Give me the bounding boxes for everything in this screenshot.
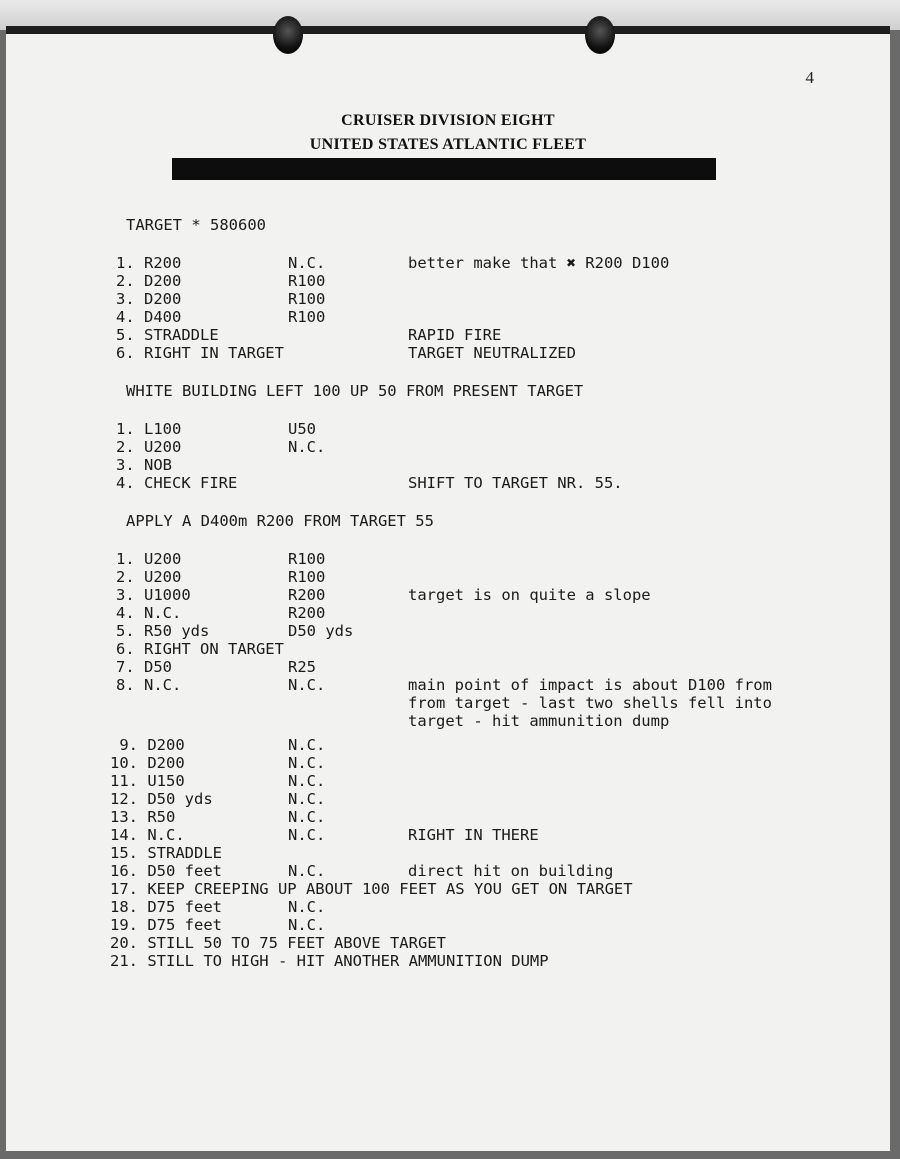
row-col2: R100 (288, 550, 326, 568)
row-col1: 11. U150 (110, 772, 185, 790)
row-col1: 12. D50 yds (110, 790, 213, 808)
row-col1: 7. D50 (116, 658, 172, 676)
document-page (6, 26, 890, 1151)
page-number: 4 (805, 68, 814, 87)
row-note: better make that ✖ R200 D100 (408, 254, 670, 272)
row-col1: 5. R50 yds (116, 622, 210, 640)
row-col1: 10. D200 (110, 754, 185, 772)
row-col1: 8. N.C. (116, 676, 182, 694)
row-col1: 18. D75 feet (110, 898, 222, 916)
row-col2: N.C. (288, 808, 326, 826)
row-col2: R100 (288, 272, 326, 290)
row-col2: R100 (288, 308, 326, 326)
row-note: from target - last two shells fell into (408, 694, 772, 712)
binder-ring-left (273, 16, 303, 54)
row-col2: N.C. (288, 772, 326, 790)
row-col1: 19. D75 feet (110, 916, 222, 934)
row-col2: D50 yds (288, 622, 354, 640)
row-col2: N.C. (288, 898, 326, 916)
header-fleet: UNITED STATES ATLANTIC FLEET (309, 136, 587, 153)
row-col1: 20. STILL 50 TO 75 FEET ABOVE TARGET (110, 934, 446, 952)
section-title: APPLY A D400m R200 FROM TARGET 55 (126, 512, 434, 530)
row-col1: 4. CHECK FIRE (116, 474, 238, 492)
row-col1: 17. KEEP CREEPING UP ABOUT 100 FEET AS YOU GET ON TARGET (110, 880, 633, 898)
row-col2: R25 (288, 658, 316, 676)
row-col1: 14. N.C. (110, 826, 185, 844)
row-col2: R200 (288, 604, 326, 622)
row-col1: 3. U1000 (116, 586, 191, 604)
row-col2: N.C. (288, 676, 326, 694)
row-col1: 4. N.C. (116, 604, 182, 622)
row-col1: 2. U200 (116, 568, 182, 586)
row-note: main point of impact is about D100 from (408, 676, 772, 694)
section-title: TARGET * 580600 (126, 216, 266, 234)
row-note: RAPID FIRE (408, 326, 502, 344)
binder-ring-right (585, 16, 615, 54)
row-col1: 13. R50 (110, 808, 176, 826)
row-col2: R100 (288, 568, 326, 586)
row-col1: 2. D200 (116, 272, 182, 290)
row-col1: 4. D400 (116, 308, 182, 326)
row-col2: N.C. (288, 916, 326, 934)
row-col1: 16. D50 feet (110, 862, 222, 880)
row-col2: R200 (288, 586, 326, 604)
row-col1: 5. STRADDLE (116, 326, 219, 344)
row-col1: 1. U200 (116, 550, 182, 568)
row-col1: 6. RIGHT ON TARGET (116, 640, 284, 658)
row-col2: N.C. (288, 438, 326, 456)
row-note: RIGHT IN THERE (408, 826, 539, 844)
row-note: target is on quite a slope (408, 586, 651, 604)
row-col1: 3. D200 (116, 290, 182, 308)
row-col1: 6. RIGHT IN TARGET (116, 344, 284, 362)
row-col2: N.C. (288, 754, 326, 772)
row-col1: 1. R200 (116, 254, 182, 272)
row-col2: U50 (288, 420, 316, 438)
row-note: TARGET NEUTRALIZED (408, 344, 576, 362)
row-col1: 15. STRADDLE (110, 844, 222, 862)
row-col2: N.C. (288, 862, 326, 880)
section-title: WHITE BUILDING LEFT 100 UP 50 FROM PRESENT TARGET (126, 382, 584, 400)
row-note: target - hit ammunition dump (408, 712, 670, 730)
document-body (6, 34, 890, 1159)
row-note: direct hit on building (408, 862, 614, 880)
row-col2: R100 (288, 290, 326, 308)
row-col2: N.C. (288, 254, 326, 272)
row-col2: N.C. (288, 790, 326, 808)
row-col1: 2. U200 (116, 438, 182, 456)
row-col1: 21. STILL TO HIGH - HIT ANOTHER AMMUNITION DUMP (110, 952, 549, 970)
row-col1: 3. NOB (116, 456, 172, 474)
row-note: SHIFT TO TARGET NR. 55. (408, 474, 623, 492)
row-col1: 1. L100 (116, 420, 182, 438)
row-col2: N.C. (288, 736, 326, 754)
row-col1: 9. D200 (110, 736, 185, 754)
row-col2: N.C. (288, 826, 326, 844)
header-division: CRUISER DIVISION EIGHT (341, 112, 555, 129)
